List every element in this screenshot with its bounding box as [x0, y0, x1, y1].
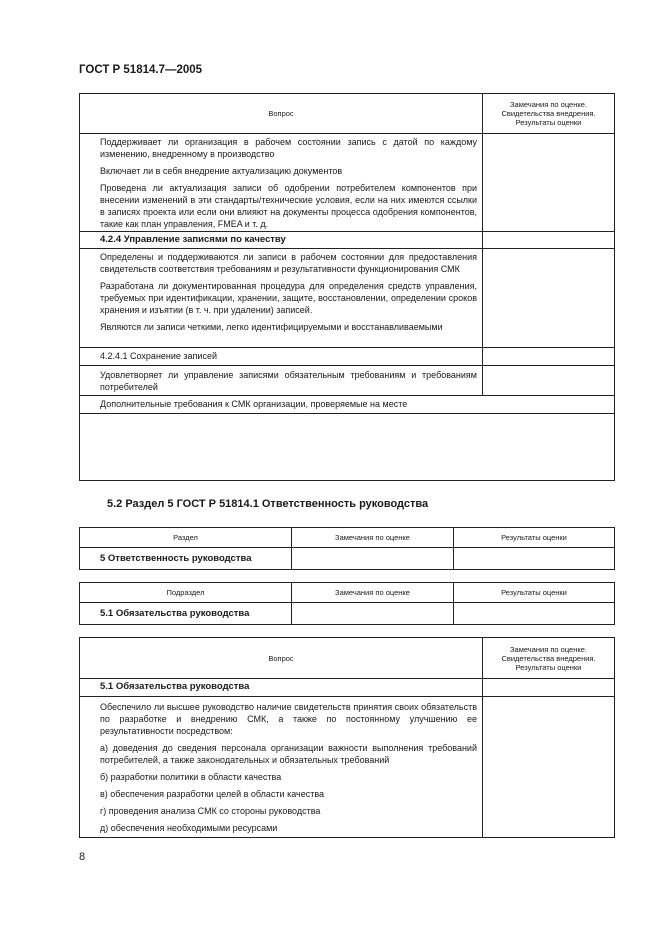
remarks-cell	[483, 232, 615, 249]
question-text: Включает ли в себя внедрение актуализацию документов	[100, 166, 343, 176]
question-text: Поддерживает ли организация в рабочем состоянии запись с датой по каждому изменению, внедренному в производство	[100, 137, 477, 159]
list-item: в) обеспечения разработки целей в области качества	[100, 789, 325, 799]
column-header-remarks: Замечания по оценке. Свидетельства внедрения. Результаты оценки	[483, 94, 615, 134]
question-text: Определены и поддерживаются ли записи в рабочем состоянии для предоставления свидетельств соответствия требованиям и результативности функционирования СМК	[100, 252, 477, 274]
list-item: а) доведения до сведения персонала организации важности выполнения требований потребителей, а также законодательных и обязательных требований	[100, 743, 477, 765]
additional-requirements-row: Дополнительные требования к СМК организации, проверяемые на месте	[80, 396, 615, 414]
section-heading-5-2: 5.2 Раздел 5 ГОСТ Р 51814.1 Ответственность руководства	[107, 498, 429, 510]
remarks-cell	[292, 603, 454, 625]
document-header-title: ГОСТ Р 51814.7—2005	[79, 64, 203, 76]
page-number: 8	[79, 851, 86, 863]
subsection-row-5-1: 5.1 Обязательства руководства	[80, 603, 292, 625]
subsection-table	[79, 582, 615, 625]
column-header-subsection: Подраздел	[80, 583, 292, 603]
section-row-5: 5 Ответственность руководства	[80, 548, 292, 570]
results-cell	[454, 548, 615, 570]
remarks-cell	[483, 697, 615, 838]
column-header-question: Вопрос	[80, 94, 483, 134]
section-row-4-2-4: 4.2.4 Управление записями по качеству	[80, 232, 483, 249]
remarks-cell	[483, 366, 615, 396]
column-header-remarks: Замечания по оценке	[292, 528, 454, 548]
question-block	[80, 134, 483, 232]
remarks-cell	[483, 134, 615, 232]
column-header-results: Результаты оценки	[454, 528, 615, 548]
question-text: Обеспечило ли высшее руководство наличие свидетельств принятия своих обязательств по разработке и внедрению СМК, а также по постоянному улучшению ее результативности посредством:	[100, 702, 477, 736]
column-header-results: Результаты оценки	[454, 583, 615, 603]
column-header-remarks: Замечания по оценке	[292, 583, 454, 603]
column-header-question: Вопрос	[80, 638, 483, 679]
list-item: д) обеспечения необходимыми ресурсами	[100, 823, 278, 833]
remarks-cell	[483, 249, 615, 348]
question-text: Проведена ли актуализация записи об одобрении потребителем компонентов при внесении изменений в эти стандарты/технические условия, если на них имеются ссылки в записях проекта или если они влияют на документы процесса одобрения компонентов, такие как план управления, FMEA и т. д.	[100, 183, 477, 229]
question-text: Являются ли записи четкими, легко идентифицируемыми и восстанавливаемыми	[100, 322, 443, 332]
results-cell	[454, 603, 615, 625]
remarks-cell	[483, 679, 615, 697]
question-text: Разработана ли документированная процедура для определения средств управления, требуемых при идентификации, хранении, защите, восстановлении, определении сроков хранения и изъятии (в т. ч. при удалении) записей.	[100, 281, 477, 315]
section-row-5-1: 5.1 Обязательства руководства	[80, 679, 483, 697]
question-text: Удовлетворяет ли управление записями обязательным требованиям и требованиям потребителей	[80, 366, 483, 396]
remarks-cell	[292, 548, 454, 570]
questions-table-1	[79, 93, 615, 481]
subsection-row-4-2-4-1: 4.2.4.1 Сохранение записей	[80, 348, 483, 366]
question-block	[80, 249, 483, 348]
column-header-remarks: Замечания по оценке. Свидетельства внедрения. Результаты оценки	[483, 638, 615, 679]
question-block	[80, 697, 483, 838]
list-item: г) проведения анализа СМК со стороны руководства	[100, 806, 321, 816]
blank-area	[80, 414, 615, 481]
questions-table-2	[79, 637, 615, 838]
remarks-cell	[483, 348, 615, 366]
list-item: б) разработки политики в области качества	[100, 772, 282, 782]
section-table	[79, 527, 615, 570]
column-header-section: Раздел	[80, 528, 292, 548]
